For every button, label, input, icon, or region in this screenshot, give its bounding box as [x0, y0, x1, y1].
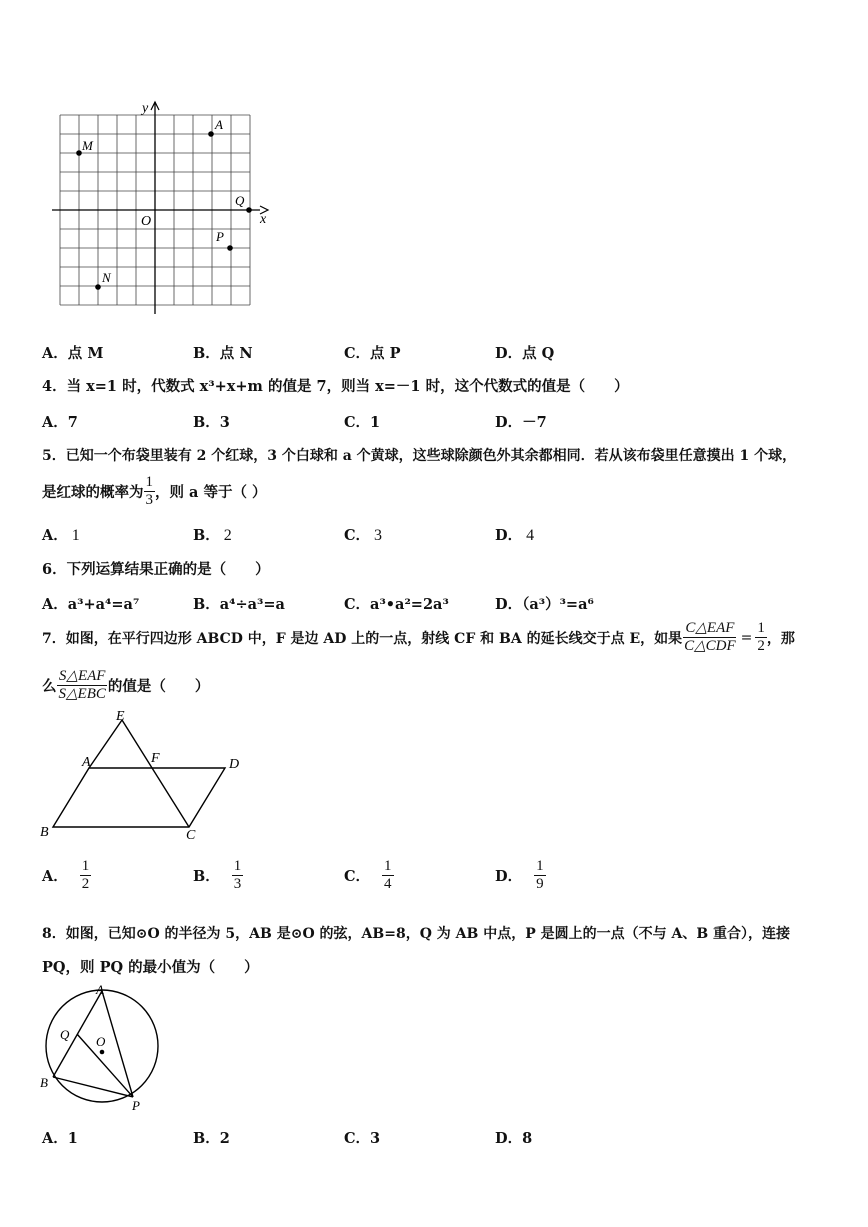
q7-text-line1: 如图，在平行四边形 ABCD 中，F 是边 AD 上的一点，射线 CF 和 BA 的延长线交于点 E，如果 [65, 630, 683, 647]
q3-option-a[interactable]: A．点 M [42, 345, 104, 362]
q6-option-c[interactable]: C．a³•a²=2a³ [344, 596, 449, 613]
q7-option-c[interactable]: C． $\frac{1}{4}$ [344, 858, 392, 892]
q8-option-a[interactable]: A．1 [42, 1130, 78, 1147]
point-m [76, 150, 82, 156]
q7-perimeter-ratio: $\frac{\text{C△EAF}}{\text{C△CDF}}$ [684, 620, 736, 654]
q3-option-c[interactable]: C．点 P [344, 345, 401, 362]
point-q [246, 207, 252, 213]
q6-question [42, 558, 270, 579]
q7-ratio-value: $\frac{1}{2}$ [757, 620, 765, 654]
point-q-label: Q [235, 193, 245, 208]
q5-number: 5． [42, 448, 66, 464]
q8-option-b[interactable]: B．2 [193, 1130, 230, 1147]
q5-option-b[interactable]: B． 2 [193, 527, 232, 544]
q8-text-line1: 如图，已知⊙O 的半径为 5，AB 是⊙O 的弦，AB=8，Q 为 AB 中点，P 是圆上的一点（不与 A、B 重合），连接 [65, 926, 791, 942]
q4-option-d[interactable]: D．－7 [495, 414, 547, 431]
label-p: P [132, 1098, 140, 1113]
q5-fraction: $\frac{1}{3}$ [145, 474, 153, 508]
q7-option-b[interactable]: B． $\frac{1}{3}$ [193, 858, 242, 892]
label-o: O [96, 1034, 106, 1049]
point-a [208, 131, 214, 137]
point-n-label: N [102, 270, 111, 285]
x-axis-label: x [260, 212, 267, 227]
y-axis-label: y [142, 101, 149, 116]
label-e: E [116, 709, 125, 724]
q5-option-c[interactable]: C． 3 [344, 527, 383, 544]
q8-number: 8． [42, 926, 66, 942]
q8-question-line2 [42, 956, 259, 977]
q8-option-d[interactable]: D．8 [495, 1130, 533, 1147]
point-p [227, 245, 233, 251]
q4-question [42, 375, 629, 396]
q7-area-ratio: $\frac{\text{S△EAF}}{\text{S△EBC}}$ [58, 668, 106, 702]
segment-ce [122, 720, 189, 827]
q7-equals: = [740, 629, 753, 646]
q7-question-line1 [42, 620, 795, 655]
q6-text: 下列运算结果正确的是（ ） [66, 561, 270, 578]
q5-question-line2 [42, 474, 267, 509]
q3-option-d[interactable]: D．点 Q [495, 345, 555, 362]
point-a-label: A [215, 117, 223, 132]
coordinate-grid-figure [50, 96, 280, 318]
label-f: F [151, 751, 160, 766]
q5-question-line1 [42, 445, 796, 465]
q7-number: 7． [42, 630, 66, 647]
q6-number: 6． [42, 561, 67, 578]
label-c: C [186, 828, 196, 842]
q8-text-line2: PQ，则 PQ 的最小值为（ ） [42, 959, 259, 976]
segment-bp [53, 1077, 133, 1097]
label-b: B [40, 825, 49, 840]
q3-option-b[interactable]: B．点 N [193, 345, 253, 362]
parallelogram-figure [36, 706, 252, 842]
segment-ae [89, 720, 122, 768]
segment-ap [102, 991, 133, 1097]
q4-option-a[interactable]: A．7 [42, 414, 78, 431]
q4-option-b[interactable]: B．3 [193, 414, 230, 431]
q7-question-line2 [42, 668, 209, 703]
q6-option-b[interactable]: B．a⁴÷a³=a [193, 596, 285, 613]
q5-option-d[interactable]: D． 4 [495, 527, 535, 544]
q7-text-line1-end: ，那 [766, 630, 795, 647]
label-a: A [96, 982, 104, 997]
q6-option-d[interactable]: D．（a³）³=a⁶ [495, 596, 594, 613]
label-a: A [82, 755, 91, 770]
q4-option-c[interactable]: C．1 [344, 414, 381, 431]
point-p-label: P [216, 229, 224, 244]
parallelogram-abcd [53, 768, 225, 827]
q5-option-a[interactable]: A． 1 [42, 527, 80, 544]
origin-label: O [141, 214, 152, 229]
q7-option-a[interactable]: A． $\frac{1}{2}$ [42, 858, 90, 892]
label-q: Q [60, 1027, 70, 1042]
center-o-dot [100, 1050, 105, 1055]
q7-text-pre: 么 [42, 678, 57, 695]
label-d: D [229, 757, 240, 772]
q6-option-a[interactable]: A．a³+a⁴=a⁷ [42, 596, 140, 613]
circle-figure [36, 982, 164, 1114]
q5-text-line1: 已知一个布袋里装有 2 个红球，3 个白球和 a 个黄球，这些球除颜色外其余都相同．若从该布袋里任意摸出 1 个球， [65, 448, 797, 464]
q5-text-post: ，则 a 等于（ ） [155, 484, 267, 501]
q4-number: 4． [42, 378, 67, 395]
q7-text-post: 的值是（ ） [107, 678, 210, 695]
point-m-label: M [82, 138, 93, 153]
q4-text: 当 x=1 时，代数式 x³+x+m 的值是 7，则当 x=－1 时，这个代数式的值是（ ） [66, 378, 629, 395]
label-b: B [40, 1075, 48, 1090]
q8-question-line1 [42, 923, 790, 943]
q5-text-pre: 是红球的概率为 [42, 484, 144, 501]
q8-option-c[interactable]: C．3 [344, 1130, 381, 1147]
q7-option-d[interactable]: D． $\frac{1}{9}$ [495, 858, 544, 892]
point-n [95, 284, 101, 290]
